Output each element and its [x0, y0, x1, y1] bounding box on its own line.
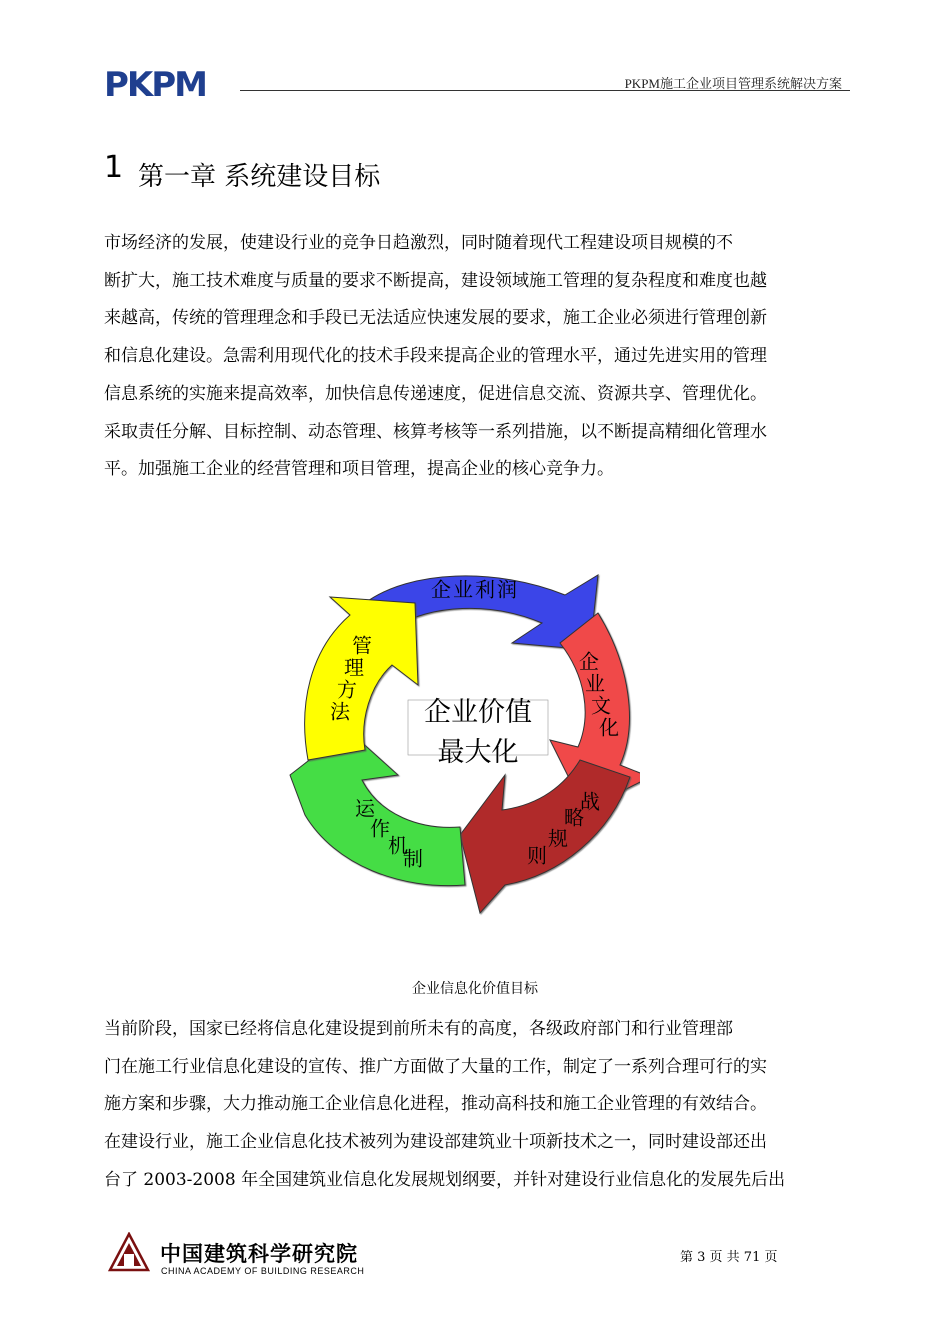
- label-red-glyph: 业: [585, 671, 605, 696]
- figure-caption: 企业信息化价值目标: [412, 981, 538, 997]
- arrow-darkred: [460, 760, 630, 913]
- label-blue-glyph: 企: [431, 577, 451, 602]
- footer-org-name-cn: 中国建筑科学研究院: [160, 1241, 358, 1266]
- label-blue-glyph: 业: [453, 577, 473, 602]
- body-paragraph: [104, 1011, 848, 1200]
- paragraph-line: 采取责任分解、目标控制、动态管理、核算考核等一系列措施，以不断提高精细化管理水: [104, 421, 767, 442]
- label-green-glyph: 机: [388, 833, 408, 858]
- paragraph-line: 施方案和步骤，大力推动施工企业信息化进程，推动高科技和施工企业管理的有效结合。: [104, 1094, 767, 1115]
- document-header-title: PKPM施工企业项目管理系统解决方案: [624, 76, 842, 91]
- label-darkred-glyph: 战: [580, 789, 600, 814]
- intro-paragraph: [104, 225, 848, 489]
- label-green-glyph: 运: [355, 796, 375, 821]
- footer-org-name-en: CHINA ACADEMY OF BUILDING RESEARCH: [161, 1266, 365, 1276]
- label-yellow-glyph: 理: [344, 655, 364, 680]
- paragraph-line: 台了 2003-2008 年全国建筑业信息化发展规划纲要，并针对建设行业信息化的发展先后出: [104, 1169, 786, 1190]
- label-yellow-glyph: 管: [352, 633, 372, 658]
- label-green-glyph: 制: [403, 846, 423, 871]
- paragraph-line: 来越高，传统的管理理念和手段已无法适应快速发展的要求，施工企业必须进行管理创新: [104, 308, 767, 329]
- paragraph-line: 当前阶段，国家已经将信息化建设提到前所未有的高度，各级政府部门和行业管理部: [104, 1019, 733, 1039]
- chapter-title: 第一章 系统建设目标: [138, 162, 381, 192]
- label-blue-glyph: 利: [475, 577, 495, 602]
- chapter-number: 1: [104, 150, 124, 185]
- label-yellow-glyph: 法: [330, 699, 350, 724]
- value-cycle-diagram: [280, 565, 640, 920]
- label-yellow-glyph: 方: [337, 677, 357, 702]
- label-blue-glyph: 润: [497, 577, 517, 602]
- paragraph-line: 在建设行业，施工企业信息化技术被列为建设部建筑业十项新技术之一，同时建设部还出: [104, 1132, 767, 1153]
- paragraph-line: 信息系统的实施来提高效率，加快信息传递速度，促进信息交流、资源共享、管理优化。: [104, 383, 767, 404]
- svg-text:PKPM: PKPM: [104, 66, 207, 100]
- label-darkred-glyph: 规: [548, 826, 568, 851]
- label-red-glyph: 企: [579, 649, 599, 674]
- label-darkred-glyph: 略: [564, 805, 584, 830]
- page-number: 第 3 页 共 71 页: [680, 1250, 778, 1265]
- center-text-line1: 企业价值: [424, 697, 532, 729]
- center-text-line2: 最大化: [437, 737, 519, 769]
- pkpm-logo: [104, 66, 236, 100]
- paragraph-line: 平。加强施工企业的经营管理和项目管理，提高企业的核心竞争力。: [104, 459, 614, 480]
- paragraph-line: 断扩大，施工技术难度与质量的要求不断提高，建设领域施工管理的复杂程度和难度也越: [104, 270, 767, 291]
- academy-seal-logo: [108, 1232, 150, 1274]
- paragraph-line: 和信息化建设。急需利用现代化的技术手段来提高企业的管理水平，通过先进实用的管理: [104, 346, 767, 367]
- label-red-glyph: 文: [591, 693, 611, 718]
- paragraph-line: 市场经济的发展，使建设行业的竞争日趋激烈，同时随着现代工程建设项目规模的不: [104, 233, 733, 253]
- header-divider: [240, 90, 850, 91]
- label-red-glyph: 化: [599, 715, 619, 740]
- label-darkred-glyph: 则: [527, 843, 547, 868]
- paragraph-line: 门在施工行业信息化建设的宣传、推广方面做了大量的工作，制定了一系列合理可行的实: [104, 1056, 767, 1077]
- label-green-glyph: 作: [370, 816, 390, 841]
